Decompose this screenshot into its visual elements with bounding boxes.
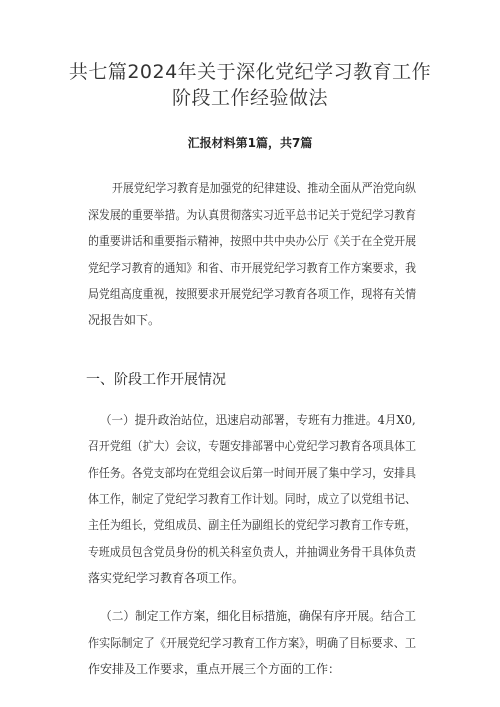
intro-line: 深发展的重要举措。为认真贯彻落实习近平总书记关于党纪学习教育 bbox=[88, 208, 417, 222]
paragraph-1-line: 主任为组长，党组成员、副主任为副组长的党纪学习教育工作专班， bbox=[88, 518, 417, 532]
paragraph-1-line: 落实党纪学习教育各项工作。 bbox=[88, 571, 245, 585]
paragraph-2-line: 作安排及工作要求，重点开展三个方面的工作： bbox=[88, 662, 341, 676]
intro-line: 开展党纪学习教育是加强党的纪律建设、推动全面从严治党向纵 bbox=[112, 181, 417, 195]
paragraph-2-line: （二）制定工作方案，细化目标措施，确保有序开展。结合工 bbox=[100, 609, 417, 623]
section-heading: 一、阶段工作开展情况 bbox=[86, 372, 226, 388]
document-subtitle: 汇报材料第1篇，共7篇 bbox=[187, 136, 313, 150]
intro-line: 况报告如下。 bbox=[88, 313, 161, 327]
document-title-line-2: 阶段工作经验做法 bbox=[171, 87, 328, 109]
paragraph-1-line: 作任务。各党支部均在党组会议后第一时间开展了集中学习，安排具 bbox=[88, 466, 417, 480]
paragraph-1-line: 专班成员包含党员身份的机关科室负责人，并抽调业务骨干具体负责 bbox=[88, 545, 417, 559]
paragraph-2-line: 作实际制定了《开展党纪学习教育工作方案》，明确了目标要求、工 bbox=[88, 636, 417, 650]
paragraph-1-line: 体工作，制定了党纪学习教育工作计划。同时，成立了以党组书记、 bbox=[88, 492, 417, 506]
intro-line: 党纪学习教育的通知》和省、市开展党纪学习教育工作方案要求，我 bbox=[88, 261, 417, 275]
intro-line: 的重要讲话和重要指示精神，按照中共中央办公厅《关于在全党开展 bbox=[88, 234, 417, 248]
document-title-line-1: 共七篇2024年关于深化党纪学习教育工作 bbox=[68, 61, 432, 83]
intro-line: 局党组高度重视，按照要求开展党纪学习教育各项工作，现将有关情 bbox=[88, 287, 417, 301]
paragraph-1-line: （一）提升政治站位，迅速启动部署，专班有力推进。4月X0, bbox=[100, 413, 416, 427]
paragraph-1-line: 召开党组（扩大）会议，专题安排部署中心党纪学习教育各项具体工 bbox=[88, 439, 417, 453]
